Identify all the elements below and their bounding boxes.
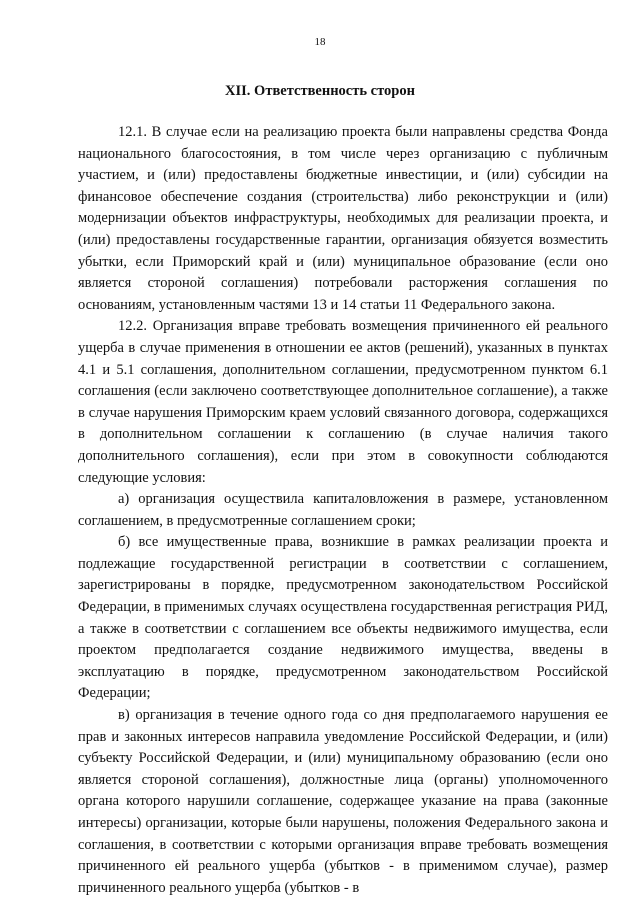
paragraph-12-1: 12.1. В случае если на реализацию проекта были направлены средства Фонда национального благосостояния, в том числе через организацию с публичным участием, и (или) предоставлены бюджетные инвестиции, и (или) субсидии на финансовое обеспечение создания (строительства) либо реконструкции и (или) модернизации объектов инфраструктуры, необходимых для реализации проекта, и (или) предоставлены государственные гарантии, организация обязуется возместить убытки, если Приморский край и (или) муниципальное образование (если оно является стороной соглашения) потребовали расторжения соглашения по основаниям, установленным частями 13 и 14 статьи 11 Федерального закона. <box>78 124 608 313</box>
condition-b: б) все имущественные права, возникшие в рамках реализации проекта и подлежащие государственной регистрации в соответствии с соглашением, зарегистрированы в порядке, предусмотренном законодательством Российской Федерации, в применимых случаях осуществлена государственная регистрация РИД, а также в соответствии с соглашением все объекты недвижимого имущества, если проектом предполагается создание недвижимого имущества, введены в эксплуатацию в порядке, предусмотренном законодательством Российской Федерации; <box>78 534 608 702</box>
paragraph-12-2: 12.2. Организация вправе требовать возмещения причиненного ей реального ущерба в случае применения в отношении ее актов (решений), указанных в пунктах 4.1 и 5.1 соглашения, дополнительном соглашении, предусмотренном пунктом 6.1 соглашения (если заключено соответствующее дополнительное соглашение), а также в случае нарушения Приморским краем условий связанного договора, содержащихся в дополнительном соглашении к соглашению (в случае наличия такого дополнительного соглашения), если при этом в совокупности соблюдаются следующие условия: <box>78 318 608 486</box>
condition-a: а) организация осуществила капиталовложения в размере, установленном соглашением, в предусмотренные соглашением сроки; <box>78 491 608 529</box>
page-number: 18 <box>314 36 326 48</box>
section-title: XII. Ответственность сторон <box>225 83 415 99</box>
document-body <box>78 122 608 899</box>
condition-v: в) организация в течение одного года со дня предполагаемого нарушения ее прав и законных интересов направила уведомление Российской Федерации, и (или) субъекту Российской Федерации, и (или) муниципальному образованию (если оно является стороной соглашения), должностные лица (органы) уполномоченного органа которого нарушили соглашение, содержащее указание на права (законные интересы) организации, которые были нарушены, положения Федерального закона и соглашения, в соответствии с которыми организация вправе требовать возмещения причиненного ей реального ущерба (убытков - в применимом случае), размер причиненного реального ущерба (убытков - в <box>78 707 608 896</box>
